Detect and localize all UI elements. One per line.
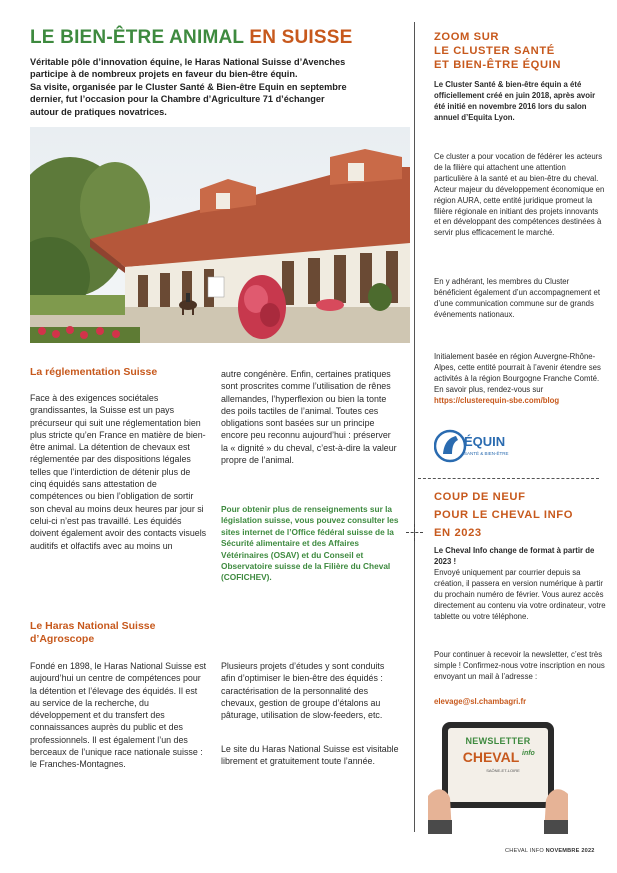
haras-col2a: Plusieurs projets d’études y sont conduits afin d’optimiser le bien-être des équidés : caractérisation de la personnalité des chevaux, gestion de groupe d’étalons au pâturage, utilisation de slow-feeders, etc. (221, 661, 385, 721)
zoom-heading-line: ZOOM SUR (434, 31, 500, 43)
footer-date: NOVEMBRE 2022 (545, 848, 595, 854)
email-link[interactable]: elevage@sl.chambagri.fr (434, 697, 527, 706)
section-heading-reglementation: La réglementation Suisse (30, 366, 158, 378)
tablet-cheval-label: CHEVAL (462, 749, 520, 765)
intro-paragraph (30, 56, 410, 118)
intro-line: Véritable pôle d’innovation équine, le Haras National Suisse d’Avenches (30, 57, 346, 67)
haras-building-illustration (30, 127, 410, 343)
email-address (434, 697, 606, 708)
column-divider (414, 22, 415, 832)
logo-text: ÉQUIN (464, 434, 506, 449)
haras-photo (30, 127, 410, 343)
zoom-heading-line: LE CLUSTER SANTÉ (434, 45, 555, 57)
coup-heading (434, 488, 604, 542)
zoom-paragraph-1: Ce cluster a pour vocation de fédérer les acteurs de la filière qui attachent une attention particulière à la santé et au bien-être du cheval. Acteur majeur du développement économique en région AURA, cette entité juridique promeut la filière régionale en initiant des projets innovants et en développant des compétences destinées à servir plus efficacement le marché. (434, 152, 605, 238)
intro-line: participe à de nombreux projets en faveur du bien-être équin. (30, 69, 298, 80)
newsletter-tablet (428, 716, 568, 834)
reglementation-info: Pour obtenir plus de renseignements sur la législation suisse, vous pouvez consulter les sites internet de l’Office fédéral suisse de la Sécurité alimentaire et des Affaires Vétérinaires (OSAV) et du Conseil et Observatoire suisse de la Filière du Cheval (COFICHEV). (221, 504, 399, 583)
logo-subtext: SANTÉ & BIEN-ÊTRE (464, 451, 509, 456)
coup-heading-line: POUR LE CHEVAL INFO (434, 509, 574, 521)
zoom-paragraph-3-text: Initialement basée en région Auvergne-Rhône-Alpes, cette entité pourrait à l’avenir étendre ses activités à la région Bourgogne Franche Comté. En savoir plus, rendez-vous sur (434, 352, 601, 394)
cluster-equin-logo (434, 426, 514, 468)
intro-line: Sa visite, organisée par le Cluster Santé & Bien-être Equin en septembre (30, 81, 347, 92)
page-title (30, 27, 410, 49)
coup-lead: Le Cheval Info change de format à partir de 2023 ! (434, 546, 595, 566)
sidebar-divider (418, 478, 599, 479)
coup-heading-line: EN 2023 (434, 527, 482, 539)
haras-heading-line: Le Haras National Suisse (30, 620, 156, 632)
title-orange: EN SUISSE (249, 27, 353, 48)
crosshair-mark (406, 524, 423, 541)
zoom-heading-line: ET BIEN-ÊTRE ÉQUIN (434, 59, 562, 71)
page-footer (505, 848, 595, 854)
intro-line: dernier, fut l’occasion pour la Chambre d’Agriculture 71 d’échanger (30, 94, 325, 105)
haras-heading-line: d’Agroscope (30, 633, 95, 645)
cluster-blog-link[interactable]: https://clusterequin-sbe.com/blog (434, 395, 560, 405)
haras-col1: Fondé en 1898, le Haras National Suisse est aujourd’hui un centre de compétences pour la détention et l’élevage des équidés. Il est au service de la recherche, du développement et du transfert des connaissances auprès du public et des professionnels. Il est également l’un des berceaux de l’unique race nationale suisse : le Franches-Montagnes. (30, 661, 207, 770)
tablet-region-label: SAÔNE-ET-LOIRE (486, 768, 520, 773)
coup-paragraph-2: Pour continuer à recevoir la newsletter, c’est très simple ! Confirmez-nous votre inscription en nous envoyant un mail à l’adresse : (434, 650, 605, 681)
reglementation-col2: autre congénère. Enfin, certaines pratiques sont proscrites comme l’utilisation de rênes allemandes, l’hyperflexion ou bien la tonte des poils tactiles de l’animal. Toutes ces obligations sont basées sur un principe encore peu reconnu aujourd’hui : préserver la « dignité » du cheval, c’est-à-dire la valeur propre de l’animal. (221, 369, 397, 466)
title-green: LE BIEN-ÊTRE ANIMAL (30, 27, 244, 48)
reglementation-col1: Face à des exigences sociétales grandissantes, la Suisse est un pays précurseur qui suit une réglementation bien plus stricte qu’en France en matière de bien-être animal. La détention de chevaux est réglementée par des dispositions légales telles que l’interdiction de détenir plus de cinq équidés sans attestation de compétences ou bien l’obligation de sortir son cheval au moins deux heures par jour si celui-ci n’est pas travaillé. Les équidés doivent également avoir des contacts visuels auditifs et olfactifs avec au moins un (30, 393, 207, 551)
tablet-newsletter-label: NEWSLETTER (465, 736, 531, 746)
coup-paragraph-1: Envoyé uniquement par courrier depuis sa création, il passera en version numérique à partir du prochain numéro de février. Vous aurez accès directement au contenu via votre ordinateur, votre tablette ou votre téléphone. (434, 568, 606, 621)
intro-line: autour de pratiques novatrices. (30, 106, 167, 117)
tablet-info-label: info (522, 750, 535, 757)
section-heading-haras (30, 620, 155, 646)
footer-publication: CHEVAL INFO (505, 848, 544, 854)
tablet-hands-illustration (428, 716, 568, 834)
haras-col2b: Le site du Haras National Suisse est visitable librement et gratuitement toute l’année. (221, 744, 399, 767)
zoom-paragraph-2: En y adhérant, les membres du Cluster bénéficient également d’un accompagnement et d’une communication commune sur de grands événements nationaux. (434, 277, 601, 319)
zoom-paragraph-3 (434, 352, 606, 407)
zoom-heading (434, 30, 604, 72)
zoom-lead: Le Cluster Santé & bien-être équin a été officiellement créé en juin 2018, après avoir été initié en novembre 2016 lors du salon annuel d’Equita Lyon. (434, 80, 596, 122)
coup-heading-line: COUP DE NEUF (434, 491, 526, 503)
